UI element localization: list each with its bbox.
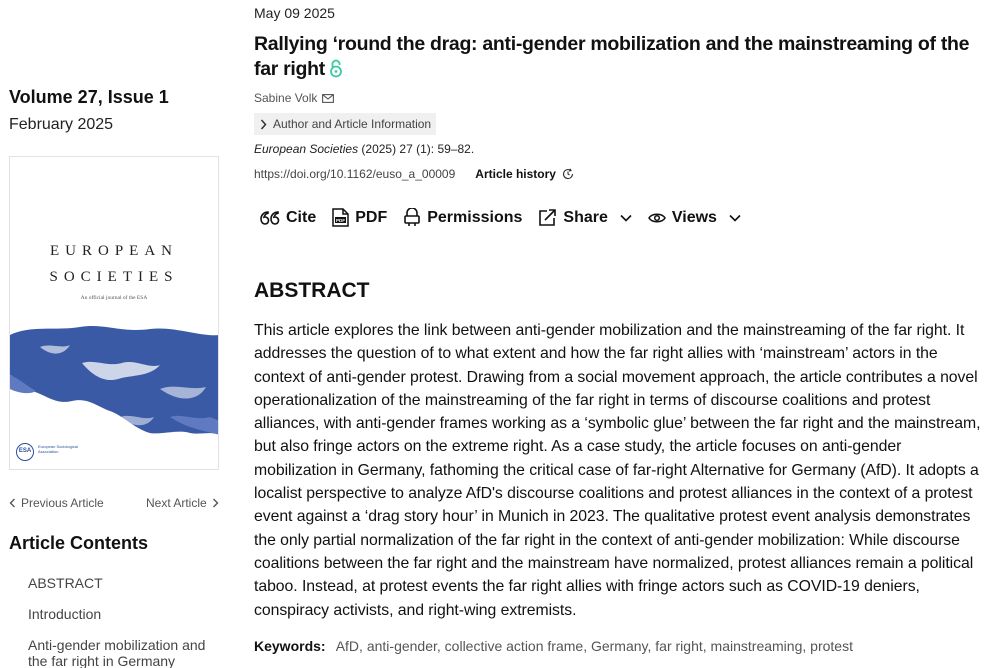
issue-date: February 2025 [9, 116, 114, 133]
share-label: Share [563, 208, 608, 226]
article-toolbar [260, 208, 757, 227]
keyword-link[interactable]: far right [655, 638, 703, 654]
doi-row [254, 167, 574, 181]
journal-name: European Societies [254, 142, 359, 156]
article-history-button[interactable] [475, 167, 574, 181]
chevron-down-icon [729, 214, 741, 222]
toc-item-anti-gender-mobilization[interactable]: Anti-gender mobilization and the far right in Germany [28, 637, 206, 668]
eye-icon [648, 212, 666, 224]
cover-title-line2: SOCIETIES [49, 269, 179, 285]
cover-map-artwork [10, 317, 219, 447]
cover-title-line1: EUROPEAN [49, 243, 178, 259]
svg-text:PDF: PDF [336, 217, 346, 223]
pdf-button[interactable] [332, 208, 387, 227]
keyword-link[interactable]: collective action frame [444, 638, 584, 654]
previous-article-link[interactable] [9, 496, 104, 510]
chevron-right-icon [212, 498, 219, 508]
cite-label: Cite [286, 208, 317, 226]
doi-link[interactable]: https://doi.org/10.1162/euso_a_00009 [254, 167, 456, 181]
keyword-link[interactable]: mainstreaming [710, 638, 803, 654]
author-article-info-toggle[interactable] [254, 113, 436, 135]
chevron-down-icon [620, 214, 632, 222]
share-dropdown[interactable] [538, 209, 631, 227]
article-contents-list [28, 575, 228, 668]
sidebar [0, 0, 236, 668]
citation-line [254, 142, 474, 156]
next-article-label: Next Article [146, 496, 207, 510]
keyword-link[interactable]: AfD [335, 638, 360, 654]
toc-item-abstract[interactable]: ABSTRACT [28, 575, 103, 591]
article-contents-heading: Article Contents [9, 533, 149, 553]
esa-logo-icon: ESA [16, 443, 34, 461]
pdf-file-icon [332, 208, 349, 227]
share-icon [538, 209, 557, 227]
cover-subtitle: An official journal of the ESA [80, 295, 148, 301]
chevron-right-icon [260, 119, 267, 130]
chevron-left-icon [9, 498, 16, 508]
journal-cover-image[interactable] [9, 156, 219, 470]
permissions-label: Permissions [427, 208, 523, 226]
author-row [254, 91, 334, 105]
quote-icon [260, 211, 280, 225]
keywords-row: Keywords: AfD, anti-gender, collective action frame, Germany, far right, mainstreaming, protest [254, 638, 853, 654]
permissions-icon [403, 208, 421, 227]
history-clock-icon [562, 168, 574, 180]
keyword-link[interactable]: Germany [590, 638, 648, 654]
views-label: Views [671, 208, 717, 226]
author-name[interactable]: Sabine Volk [254, 91, 318, 105]
issue-volume-title[interactable]: Volume 27, Issue 1 [9, 87, 169, 107]
envelope-icon[interactable] [322, 94, 334, 103]
article-title [254, 32, 984, 82]
previous-article-label: Previous Article [21, 496, 104, 510]
pdf-label: PDF [355, 208, 388, 226]
citation-details: (2025) 27 (1): 59–82. [358, 142, 475, 156]
abstract-heading: ABSTRACT [254, 279, 370, 302]
keyword-link[interactable]: protest [810, 638, 853, 654]
permissions-button[interactable] [403, 208, 522, 227]
cover-publisher-text: European Sociological Association [38, 444, 78, 454]
publication-date: May 09 2025 [254, 5, 335, 21]
abstract-text: This article explores the link between anti-gender mobilization and the mainstreaming of the far right. It addresses the question of to what extent and how the far right allies with ‘mainstream’ actors in the context of anti-gender protest. Drawing from a social movement approach, the article contributes a novel operationalization of the mainstreaming of the far right in terms of discourse coalitions and protest alliances, with anti-gender frames working as a ‘symbolic glue’ between the far right and the mainstream, but also fringe actors on the extreme right. As a case study, the article focuses on anti-gender mobilization in Germany, fathoming the critical case of far-right Alternative for Germany (AfD). It adopts a localist perspective to analyze AfD's discourse coalitions and protest alliances in the context of a protest event against a ‘drag story hour’ in Munich in 2023. The qualitative protest event analysis demonstrates the only partial normalization of the far right in the context of anti-gender mobilization: While discourse coalitions between the far right and the mainstream have normalized, protest alliances remain a political taboo. Instead, at protest events the far right allies with fringe actors such as COVID-19 deniers, conspiracy activists, and right-wing extremists. [254, 322, 981, 619]
author-info-label: Author and Article Information [273, 117, 432, 131]
article-history-label: Article history [475, 167, 556, 181]
open-access-icon[interactable] [329, 59, 343, 78]
keyword-link[interactable]: anti-gender [366, 638, 437, 654]
article-title-text: Rallying ‘round the drag: anti-gender mobilization and the mainstreaming of the far right [254, 33, 970, 80]
keywords-label: Keywords: [254, 638, 326, 654]
cite-button[interactable] [260, 209, 316, 227]
next-article-link[interactable] [146, 496, 219, 510]
views-dropdown[interactable] [648, 209, 741, 227]
toc-item-introduction[interactable]: Introduction [28, 606, 102, 622]
